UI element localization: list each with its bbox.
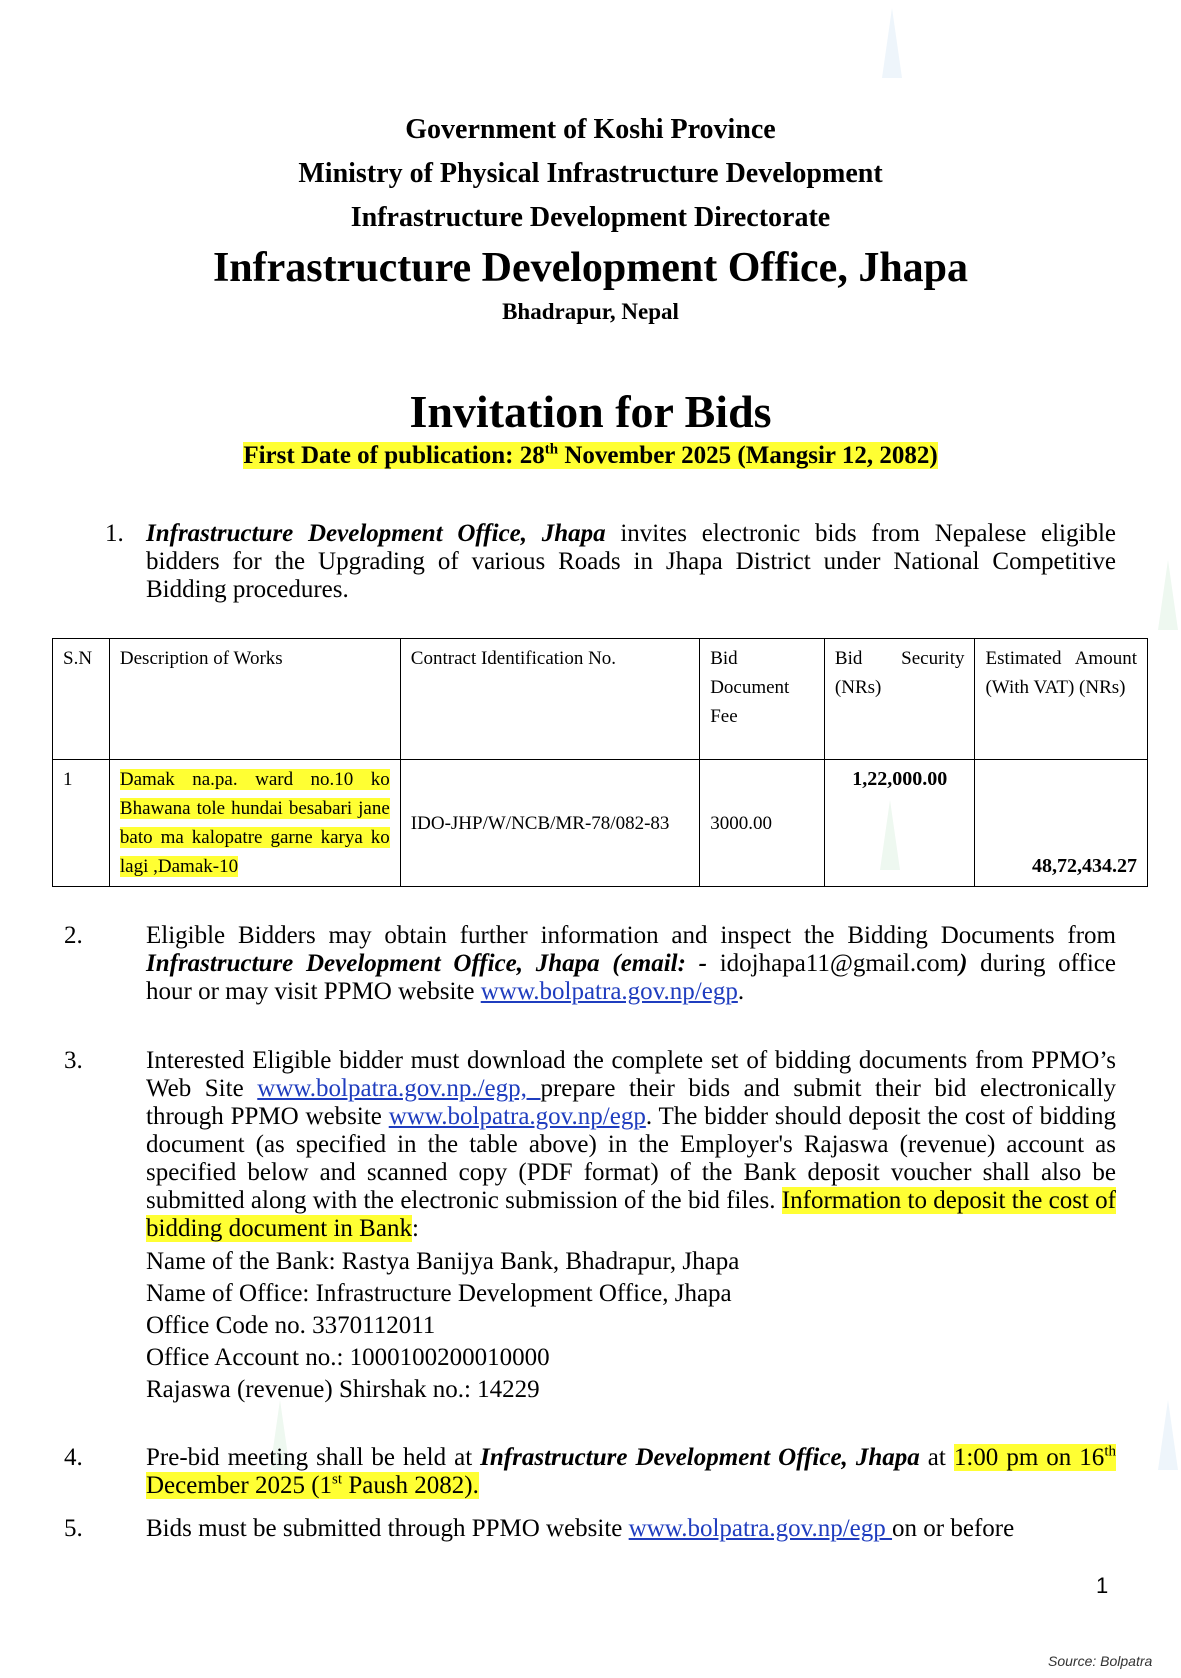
para2-text2: during office hour or may visit PPMO website bbox=[146, 950, 1116, 1005]
cell-sn: 1 bbox=[53, 760, 110, 887]
header-bid-fee: Bid Document Fee bbox=[700, 639, 825, 760]
header-sn: S.N bbox=[53, 639, 110, 760]
para4-text1: Pre-bid meeting shall be held at bbox=[146, 1444, 481, 1471]
ministry-name: Ministry of Physical Infrastructure Development bbox=[298, 158, 883, 189]
table-row bbox=[53, 760, 1148, 887]
bid-table bbox=[52, 638, 1148, 887]
page-number: 1 bbox=[1096, 1573, 1109, 1598]
para3-number: 3. bbox=[64, 1047, 83, 1074]
bank-office-name: Name of Office: Infrastructure Development Office, Jhapa bbox=[146, 1280, 732, 1307]
publication-sup: th bbox=[544, 441, 559, 458]
table-header-row bbox=[53, 639, 1148, 760]
para3-text3: . The bidder should deposit the cost of bidding document (as specified in the table above) in the Employer's Rajaswa (revenue) account as specified below and scanned copy (PDF format) of the Bank deposit voucher shall also be submitted along with the electronic submission of the bid files. bbox=[146, 1103, 1116, 1214]
prebid-sup1: th bbox=[1104, 1443, 1116, 1460]
prebid-sup2: st bbox=[332, 1471, 343, 1488]
bank-info-highlight: Information to deposit the cost of bidding document in Bank bbox=[146, 1187, 1116, 1242]
para4-office: Infrastructure Development Office, Jhapa bbox=[480, 1444, 920, 1471]
watermark-mark bbox=[882, 8, 902, 78]
description-highlight: Damak na.pa. ward no.10 ko Bhawana tole hundai besabari jane bato ma kalopatre garne karya ko lagi ,Damak-10 bbox=[119, 769, 390, 877]
source-credit: Source: Bolpatra bbox=[1048, 1653, 1153, 1669]
cell-description bbox=[109, 760, 400, 887]
para3-text2: prepare their bids and submit their bid electronically through PPMO website bbox=[146, 1075, 1116, 1130]
para1 bbox=[146, 520, 1116, 604]
bank-office-code: Office Code no. 3370112011 bbox=[146, 1312, 436, 1339]
prebid-time: 1:00 pm on 16 bbox=[953, 1444, 1105, 1471]
publication-prefix: First Date of publication: 28 bbox=[243, 442, 545, 469]
para5-number: 5. bbox=[64, 1515, 83, 1542]
government-name: Government of Koshi Province bbox=[405, 114, 776, 145]
para2-number: 2. bbox=[64, 922, 83, 949]
prebid-date: December 2025 (1 bbox=[146, 1472, 333, 1499]
ppmo-link[interactable]: www.bolpatra.gov.np./egp, bbox=[257, 1075, 541, 1102]
prebid-nepali-date: Paush 2082). bbox=[342, 1472, 479, 1499]
header-estimated-amount: Estimated Amount (With VAT) (NRs) bbox=[975, 639, 1148, 760]
bank-revenue-head: Rajaswa (revenue) Shirshak no.: 14229 bbox=[146, 1376, 540, 1403]
para1-office: Infrastructure Development Office, Jhapa bbox=[146, 520, 606, 547]
para2 bbox=[146, 922, 1116, 1006]
cell-estimated-amount: 48,72,434.27 bbox=[975, 760, 1148, 887]
para1-number: 1. bbox=[105, 520, 124, 547]
watermark-mark bbox=[1158, 1400, 1178, 1470]
para4-text2: at bbox=[919, 1444, 954, 1471]
para1-text: invites electronic bids from Nepalese eligible bidders for the Upgrading of various Roads in Jhapa District under National Competitive Bidding procedures. bbox=[146, 520, 1116, 603]
ppmo-link[interactable]: www.bolpatra.gov.np/egp bbox=[388, 1103, 646, 1130]
cell-contract-id: IDO-JHP/W/NCB/MR-78/082-83 bbox=[400, 760, 699, 887]
directorate-name: Infrastructure Development Directorate bbox=[350, 202, 831, 233]
office-name: Infrastructure Development Office, Jhapa bbox=[212, 245, 969, 291]
para2-close: ) bbox=[959, 950, 968, 977]
ppmo-link[interactable]: www.bolpatra.gov.np/egp bbox=[480, 978, 738, 1005]
para5-text2: on or before bbox=[892, 1515, 1015, 1542]
para2-office-email: Infrastructure Development Office, Jhapa (email: - bbox=[146, 950, 720, 977]
office-address: Bhadrapur, Nepal bbox=[502, 299, 679, 324]
para5 bbox=[146, 1515, 1116, 1543]
para5-text1: Bids must be submitted through PPMO website bbox=[146, 1515, 629, 1542]
para2-email: idojhapa11@gmail.com bbox=[719, 950, 960, 977]
letterhead bbox=[0, 108, 1181, 328]
header-contract-id: Contract Identification No. bbox=[400, 639, 699, 760]
para3 bbox=[146, 1047, 1116, 1243]
para2-end: . bbox=[737, 978, 745, 1005]
publication-date-highlight bbox=[243, 442, 937, 469]
header-bid-security: Bid Security (NRs) bbox=[824, 639, 975, 760]
bank-account-no: Office Account no.: 1000100200010000 bbox=[146, 1344, 550, 1371]
publication-date bbox=[0, 442, 1181, 470]
watermark-mark bbox=[1158, 560, 1178, 630]
para4 bbox=[146, 1444, 1116, 1500]
para3-text1: Interested Eligible bidder must download the complete set of bidding documents from PPMO’s Web Site bbox=[146, 1047, 1116, 1102]
bank-name: Name of the Bank: Rastya Banijya Bank, Bhadrapur, Jhapa bbox=[146, 1248, 740, 1275]
cell-bid-security: 1,22,000.00 bbox=[824, 760, 975, 887]
page-title: Invitation for Bids bbox=[409, 386, 772, 437]
para2-text1: Eligible Bidders may obtain further information and inspect the Bidding Documents from bbox=[146, 922, 1116, 949]
publication-suffix: November 2025 (Mangsir 12, 2082) bbox=[558, 442, 938, 469]
cell-bid-fee: 3000.00 bbox=[700, 760, 825, 887]
para3-colon: : bbox=[411, 1215, 419, 1242]
ppmo-link[interactable]: www.bolpatra.gov.np/egp bbox=[628, 1515, 893, 1542]
para4-number: 4. bbox=[64, 1444, 83, 1471]
header-description: Description of Works bbox=[109, 639, 400, 760]
